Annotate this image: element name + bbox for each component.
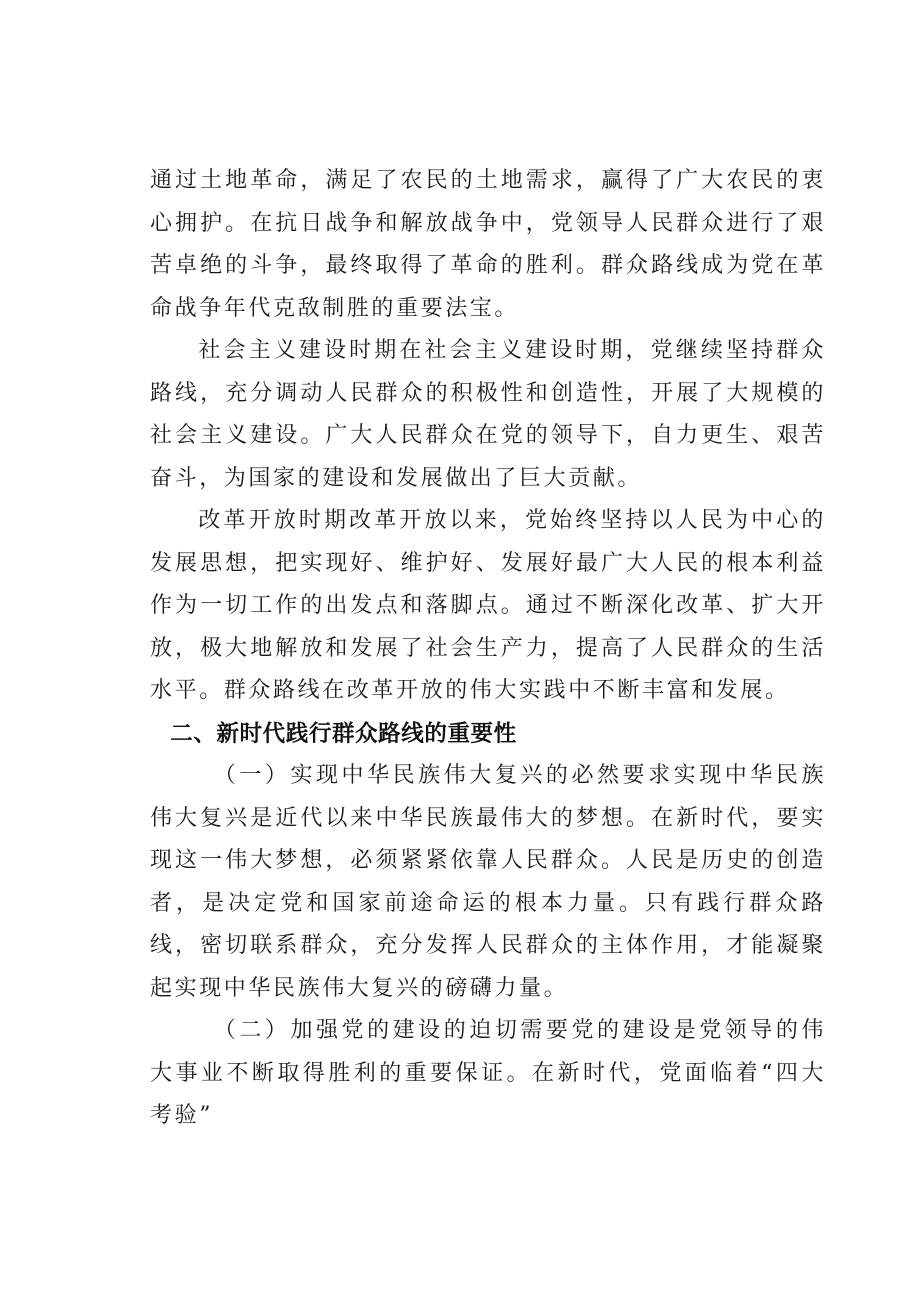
document-body [150,160,826,1138]
section-heading: 二、新时代践行群众路线的重要性 [170,720,517,747]
paragraph-socialist-construction: 社会主义建设时期在社会主义建设时期，党继续坚持群众路线，充分调动人民群众的积极性和创造性，开展了大规模的社会主义建设。广大人民群众在党的领导下，自力更生、艰苦奋斗，为国家的建设和发展做出了巨大贡献。 [150,338,826,491]
paragraph-party-building: （二）加强党的建设的迫切需要党的建设是党领导的伟大事业不断取得胜利的重要保证。在新时代，党面临着“四大考验” [150,1018,826,1128]
paragraph-land-revolution: 通过土地革命，满足了农民的土地需求，赢得了广大农民的衷心拥护。在抗日战争和解放战争中，党领导人民群众进行了艰苦卓绝的斗争，最终取得了革命的胜利。群众路线成为党在革命战争年代克敌制胜的重要法宝。 [150,168,826,321]
paragraph-reform-opening: 改革开放时期改革开放以来，党始终坚持以人民为中心的发展思想，把实现好、维护好、发展好最广大人民的根本利益作为一切工作的出发点和落脚点。通过不断深化改革、扩大开放，极大地解放和发展了社会生产力，提高了人民群众的生活水平。群众路线在改革开放的伟大实践中不断丰富和发展。 [150,508,826,703]
paragraph-national-rejuvenation: （一）实现中华民族伟大复兴的必然要求实现中华民族伟大复兴是近代以来中华民族最伟大的梦想。在新时代，要实现这一伟大梦想，必须紧紧依靠人民群众。人民是历史的创造者，是决定党和国家前途命运的根本力量。只有践行群众路线，密切联系群众，充分发挥人民群众的主体作用，才能凝聚起实现中华民族伟大复兴的磅礴力量。 [150,763,826,1001]
